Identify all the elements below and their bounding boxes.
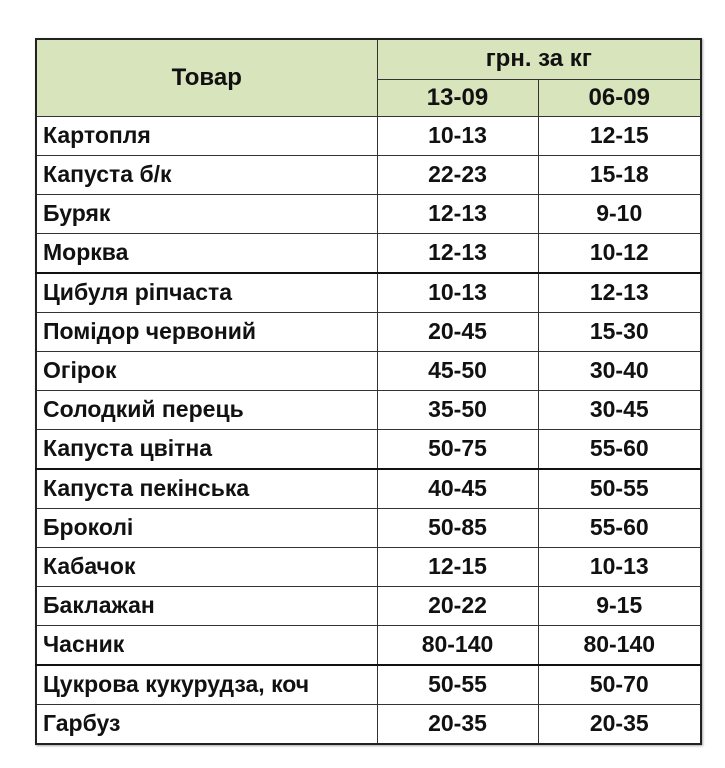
table-row [36,312,701,351]
product-name: Гарбуз [36,704,377,744]
table-row [36,390,701,429]
product-name: Картопля [36,116,377,155]
price-cell: 12-13 [377,233,538,273]
product-name: Капуста пекінська [36,469,377,509]
price-cell: 20-35 [377,704,538,744]
product-name: Буряк [36,194,377,233]
price-cell: 10-13 [377,116,538,155]
table-row [36,155,701,194]
price-cell: 50-55 [377,665,538,705]
price-cell: 12-15 [377,547,538,586]
price-cell: 20-35 [538,704,701,744]
price-cell: 30-40 [538,351,701,390]
price-cell: 45-50 [377,351,538,390]
price-cell: 12-15 [538,116,701,155]
price-cell: 55-60 [538,508,701,547]
product-column-header: Товар [36,39,377,116]
price-cell: 9-10 [538,194,701,233]
price-cell: 10-13 [377,273,538,313]
product-name: Цукрова кукурудза, коч [36,665,377,705]
product-name: Помідор червоний [36,312,377,351]
table-row [36,547,701,586]
price-cell: 20-22 [377,586,538,625]
table-row [36,586,701,625]
table-row [36,625,701,665]
price-cell: 10-13 [538,547,701,586]
price-cell: 80-140 [538,625,701,665]
table-row [36,429,701,469]
price-cell: 55-60 [538,429,701,469]
price-cell: 12-13 [538,273,701,313]
table-row [36,194,701,233]
table-row [36,233,701,273]
product-name: Солодкий перець [36,390,377,429]
product-name: Капуста б/к [36,155,377,194]
price-cell: 80-140 [377,625,538,665]
unit-header: грн. за кг [377,39,701,79]
table-row [36,469,701,509]
product-name: Кабачок [36,547,377,586]
price-cell: 10-12 [538,233,701,273]
product-name: Баклажан [36,586,377,625]
table-row [36,351,701,390]
product-name: Броколі [36,508,377,547]
price-cell: 50-70 [538,665,701,705]
price-cell: 35-50 [377,390,538,429]
table-row [36,508,701,547]
product-name: Цибуля ріпчаста [36,273,377,313]
price-cell: 20-45 [377,312,538,351]
price-table [35,38,702,745]
price-cell: 50-55 [538,469,701,509]
price-cell: 50-85 [377,508,538,547]
price-cell: 9-15 [538,586,701,625]
price-cell: 40-45 [377,469,538,509]
product-name: Морква [36,233,377,273]
header-row [36,39,701,79]
product-name: Капуста цвітна [36,429,377,469]
price-cell: 15-30 [538,312,701,351]
price-cell: 30-45 [538,390,701,429]
table-row [36,273,701,313]
product-name: Огірок [36,351,377,390]
product-name: Часник [36,625,377,665]
price-cell: 50-75 [377,429,538,469]
table-row [36,116,701,155]
price-cell: 22-23 [377,155,538,194]
table-row [36,704,701,744]
date-column-header: 06-09 [538,79,701,116]
date-column-header: 13-09 [377,79,538,116]
table-row [36,665,701,705]
price-cell: 12-13 [377,194,538,233]
price-cell: 15-18 [538,155,701,194]
